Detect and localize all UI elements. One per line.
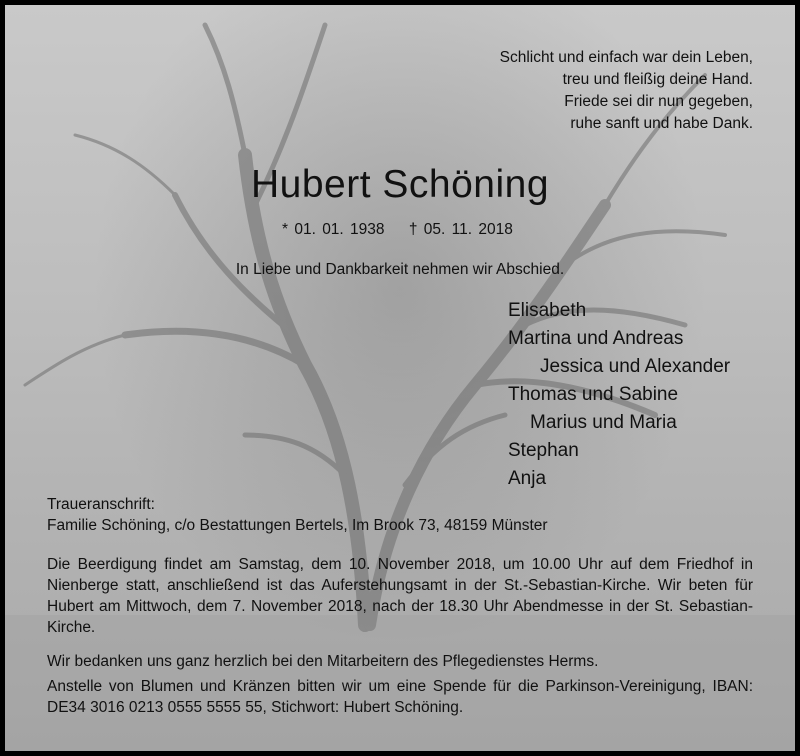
address-label: Traueranschrift: — [47, 496, 155, 513]
farewell-line: In Liebe und Dankbarkeit nehmen wir Abschied. — [235, 261, 565, 278]
family-list — [508, 297, 730, 493]
family-member: Anja — [508, 468, 547, 489]
poem-line: treu und fleißig deine Hand. — [562, 71, 753, 88]
mourning-address — [47, 494, 753, 536]
death-date: † 05. 11. 2018 — [408, 221, 513, 238]
funeral-details: Die Beerdigung findet am Samstag, dem 10. November 2018, um 10.00 Uhr auf dem Friedhof in Nienberge statt, anschließend ist das Auferstehungsamt in der St.-Sebastian-Kirche. Wir beten für Hubert am Mittwoch, dem 7. November 2018, nach der 18.30 Uhr Abendmesse in der St. Sebastian-Kirche. — [47, 556, 753, 636]
deceased-name: Hubert Schöning — [250, 163, 550, 206]
family-member: Marius und Maria — [530, 412, 677, 433]
poem-line: Friede sei dir nun gegeben, — [564, 93, 753, 110]
notice-content — [5, 5, 795, 751]
family-member: Elisabeth — [508, 300, 587, 321]
thanks-note: Wir bedanken uns ganz herzlich bei den Mitarbeitern des Pflegedienstes Herms. — [47, 653, 599, 670]
poem-line: ruhe sanft und habe Dank. — [570, 115, 753, 132]
family-member: Jessica und Alexander — [540, 356, 731, 377]
poem — [500, 47, 753, 135]
family-member: Stephan — [508, 440, 579, 461]
donation-request: Anstelle von Blumen und Kränzen bitten wir um eine Spende für die Parkinson-Vereinigung, IBAN: DE34 3016 0213 0555 5555 55, Stichwort: Hubert Schöning. — [47, 678, 753, 716]
life-dates — [282, 221, 531, 239]
address-line: Familie Schöning, c/o Bestattungen Bertels, Im Brook 73, 48159 Münster — [47, 517, 548, 534]
family-member: Martina und Andreas — [508, 328, 684, 349]
birth-date: * 01. 01. 1938 — [282, 221, 385, 238]
family-member: Thomas und Sabine — [508, 384, 679, 405]
poem-line: Schlicht und einfach war dein Leben, — [499, 49, 753, 66]
